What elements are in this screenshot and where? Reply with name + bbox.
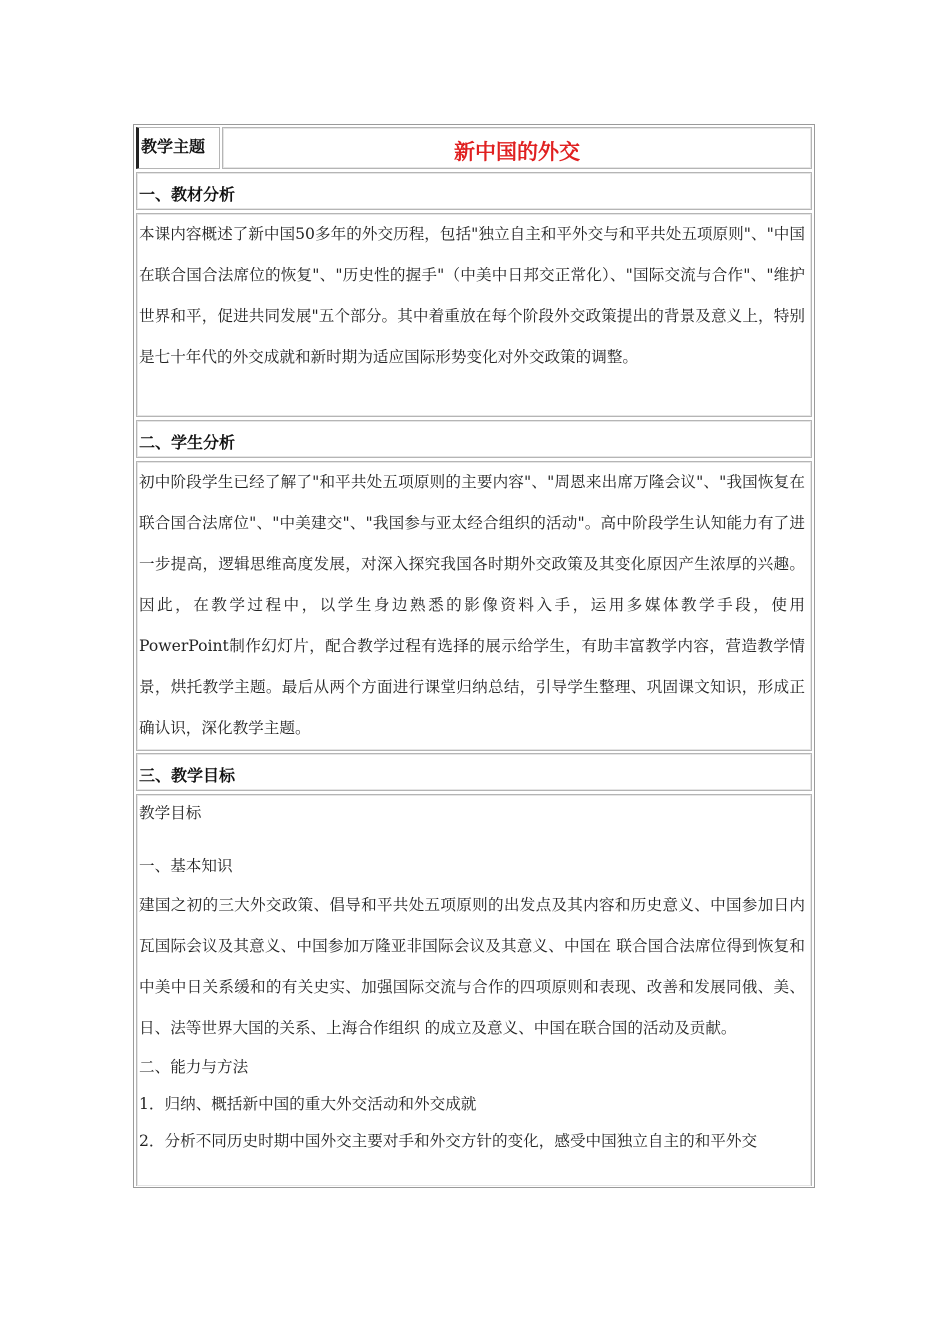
section-heading-label: 二、学生分析 <box>139 433 236 452</box>
ability-item: 1．归纳、概括新中国的重大外交活动和外交成就 <box>139 1095 477 1113</box>
section-heading-label: 一、教材分析 <box>139 185 236 204</box>
topic-label: 教学主题 <box>141 137 206 156</box>
section-body-teaching-goals <box>136 794 812 1186</box>
topic-title-cell <box>222 127 812 169</box>
ability-heading: 二、能力与方法 <box>139 1058 249 1076</box>
ability-item: 2．分析不同历史时期中国外交主要对手和外交方针的变化，感受中国独立自主的和平外交 <box>139 1132 758 1150</box>
textbook-analysis-text: 本课内容概述了新中国50多年的外交历程，包括"独立自主和平外交与和平共处五项原则"、"中国在联合国合法席位的恢复"、"历史性的握手"（中美中日邦交正常化）、"国际交流与合作"、"维护世界和平，促进共同发展"五个部分。其中着重放在每个阶段外交政策提出的背景及意义上，特别是七十年代的外交成就和新时期为适应国际形势变化对外交政策的调整。 <box>139 225 805 366</box>
section-heading-student-analysis <box>136 420 812 458</box>
title-row <box>136 127 812 169</box>
section-heading-teaching-goals <box>136 753 812 791</box>
topic-label-cell <box>136 127 220 169</box>
basic-knowledge-heading: 一、基本知识 <box>139 857 233 875</box>
section-heading-textbook-analysis <box>136 172 812 210</box>
section-heading-label: 三、教学目标 <box>139 766 236 785</box>
student-analysis-text: 初中阶段学生已经了解了"和平共处五项原则的主要内容"、"周恩来出席万隆会议"、"我国恢复在联合国合法席位"、"中美建交"、"我国参与亚太经合组织的活动"。高中阶段学生认知能力有了进一步提高，逻辑思维高度发展，对深入探究我国各时期外交政策及其变化原因产生浓厚的兴趣。因此，在教学过程中，以学生身边熟悉的影像资料入手，运用多媒体教学手段，使用PowerPoint制作幻灯片，配合教学过程有选择的展示给学生，有助丰富教学内容，营造教学情景，烘托教学主题。最后从两个方面进行课堂归纳总结，引导学生整理、巩固课文知识，形成正确认识，深化教学主题。 <box>139 473 805 737</box>
page-title: 新中国的外交 <box>454 140 580 164</box>
section-body-student-analysis <box>136 461 812 751</box>
section-body-textbook-analysis <box>136 213 812 417</box>
basic-knowledge-text: 建国之初的三大外交政策、倡导和平共处五项原则的出发点及其内容和历史意义、中国参加日内瓦国际会议及其意义、中国参加万隆亚非国际会议及其意义、中国在 联合国合法席位得到恢复和中美中日关系缓和的有关史实、加强国际交流与合作的四项原则和表现、改善和发展同俄、美、日、法等世界大国的关系、上海合作组织 的成立及意义、中国在联合国的活动及贡献。 <box>139 896 805 1037</box>
lesson-plan-table <box>133 124 815 1188</box>
goals-subtitle: 教学目标 <box>139 804 202 822</box>
